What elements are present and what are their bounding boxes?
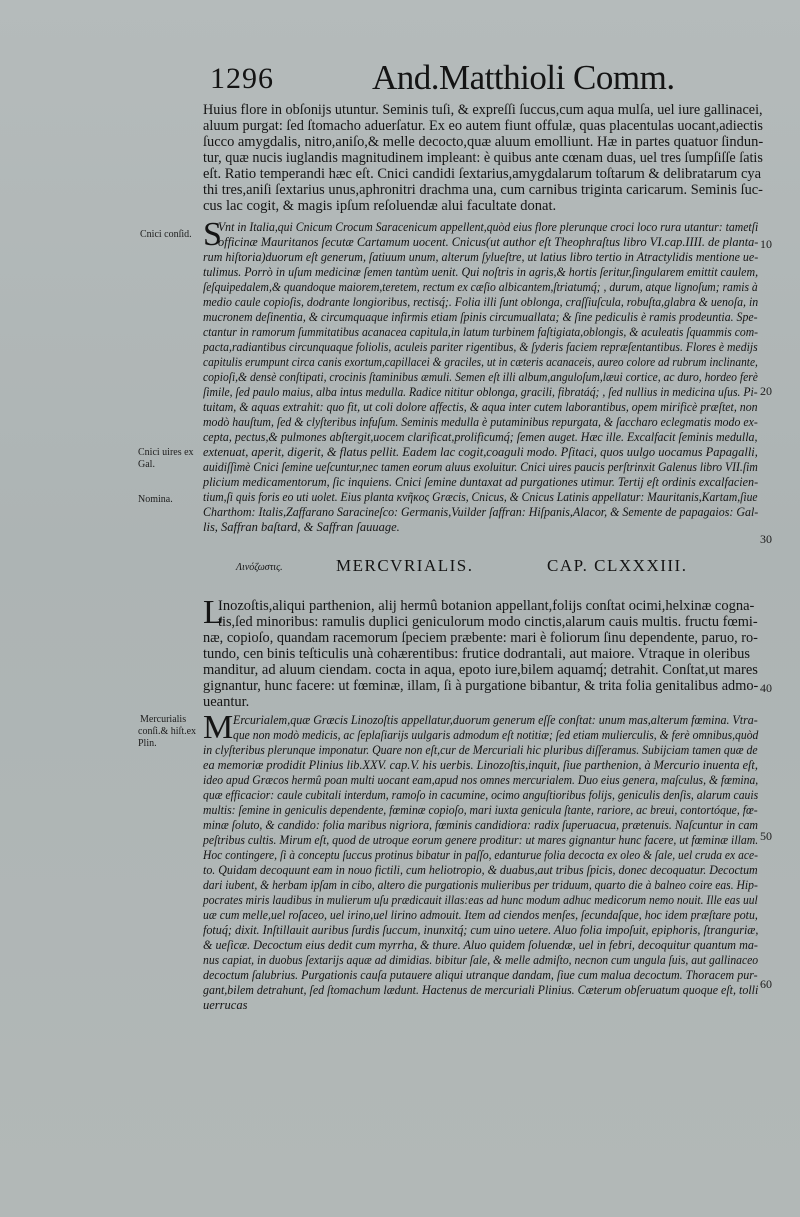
text-line: cus lac cogit, & magis ipſum reſoluendæ alui facultate donat. [203,198,557,214]
text-line: peſtribus cultis. Mirum eſt, quod de utroque eorum genere proditur: ut mares gignantur hunc facere, ut fœminæ illam. [203,833,759,847]
text-line: auidiſſimè Cnici ſemine ueſcuntur,nec tamen eorum aluus exoluitur. Cnici uires paucis perſtrinxit Galenus libro VII.ſim [203,460,758,474]
margin-note-cnici-uires: Cnici uires ex [138,447,194,458]
text-line: to. Quidam decoquunt eam in nouo fictili, cum heliotropio, & duabus,aut tribus ſpicis, donec decoquatur. Decoctum [203,863,758,877]
text-line: & ueſicæ. Decoctum eius dedit cum myrrha, & thure. Aluo quidem ſoluendæ, uel in febri, decoquitur quantum ma- [203,938,758,952]
mercurialis-commentary [203,709,759,1013]
text-line: Vnt in Italia,qui Cnicum Crocum Saracenicum appellent,quòd eius flore plerunque croci loco rura utantur: tametſi [218,220,759,234]
text-line: officinæ Mauritanos ſecutæ Cartamum uocent. Cnicus(ut author eſt Theophraſtus libro VI.cap.IIII. de planta- [218,235,759,249]
text-line: pacta,radiantibus circunquaque foliolis, aculeis pariter rigentibus, & ſyderis faciem repræſentantibus. Flores è medijs [203,340,758,354]
margin-note-mercurialis: Mercurialis [140,714,187,725]
text-line: nus capiat, in duobus ſextarijs aquæ ad dimidias. bibitur ſale, & melle admiſto, necnon cum ungula ſuis, aut gallinaceo [203,953,759,967]
chapter-title: MERCVRIALIS. [336,556,474,575]
text-line: manditur, ad aluum ciendam. cocta in aqua, epoto iure,bilem aquamq́; detrahit. Conſtat,ut mares [203,662,758,678]
text-line: ea memoriæ prodidit Plinius lib.XXV. cap.V. his uerbis. Linozoſtis,inquit, ſiue parthenion, à Mercurio inuenta eſt, [203,758,758,772]
text-line: aluum purgat: ſed ſtomacho aduerſatur. Ex eo autem fiunt offulæ, quas placentulas uocant,adiectis [203,118,764,134]
running-title: And.Matthioli Comm. [372,58,675,97]
text-line: Inozoſtis,aliqui parthenion, alij hermû botanion appellant,folijs conſtat ocimi,helxinæ cogna- [218,598,755,614]
drop-cap-l: L [203,594,224,631]
text-line: minæ ſoluto, & candido: folia maribus nigriora, fœminis candidiora: radix ſuperuacua, prætenuis. Naſcuntur in cam [203,818,759,832]
text-line: tis,ſed minoribus: ramulis duplici geniculorum modo cinctis,alarum cauis multis. fructu fœmi- [218,614,758,630]
text-line: extenuat, aperit, digerit, & flatus pellit. Eadem lac cogit,coaguli modo. Pſitaci, quos uulgo uocamus Papagalli, [203,445,758,459]
text-line: plicium medicamentorum, ſic inquiens. Cnici ſemine duntaxat ad purgationes utimur. Tertij eſt ordinis excalfacien- [203,475,759,489]
text-line: Hoc contingere, ſi à conceptu ſuccus protinus bibatur in paſſo, edanturue folia decocta ex oleo & ſale, uel cruda ex ace- [203,848,758,862]
opening-paragraph [203,102,763,214]
text-line: tundo, cen binis teſticulis unà cohærentibus: frutice dodrantali, aut maiore. Vtraque in oleribus [203,646,750,662]
greek-name-label: Λινόζωστις. [236,562,283,573]
text-line: decoctum ſalubrius. Purgationis cauſa putauere aliqui utranque dandam, ſiue cum malua decoctum. Thoracem pur- [203,968,758,982]
line-number-30: 30 [760,532,772,546]
page-header [0,58,800,108]
catchword: uerrucas [203,998,248,1012]
margin-note-mercurialis-plin: Plin. [138,738,157,749]
text-line: Ercurialem,quæ Græcis Linozoſtis appellatur,duorum generum eſſe conſtat: unum mas,alterum fœmina. Vtra- [233,713,758,727]
text-line: mucronem deſinentia, & circumquaque infirmis etiam ſpinis circumuallata; & ſine pediculis è ramis prodeuntia. Spe- [203,310,758,324]
text-line: modò hauſtum, ſed & clyſteribus infuſum. Seminis medulla è putaminibus repurgata, & ſacchаro eclegmatis modo ex- [203,415,758,429]
text-line: in clyſteribus plerunque imponatur. Quare non eſt,cur de Mercuriali hic pluribus diſſeramus. Subijciam tamen quæ de [203,743,758,757]
chapter-number: CAP. CLXXXIII. [547,556,688,575]
margin-note-nomina: Nomina. [138,494,173,505]
text-line: quæ efficacior: caule cubitali interdum, ramoſo in cacumine, ocimo anguſtioribus folijs, geniculis denſis, alarum cauis [203,788,759,802]
line-number-50: 50 [760,829,772,843]
margin-note-mercurialis-consid: conſi.& hiſt.ex [138,726,197,737]
text-line: næ, copioſo, quandam racemorum ſpeciem præbente: mari è foliorum ſinu dependente, paruo, ro- [203,630,758,646]
text-line: medio caule copioſis, dodrante longioribus, rectisq́;. Folia illi ſunt oblonga, craſſiuſcula, robuſta,glabra & uenoſa, in [203,295,759,309]
drop-cap-m: M [203,709,234,746]
text-line: eſt. Ratio temperandi hæc eſt. Cnici candidi ſextarius,amygdalarum toſtarum & delibratarum cya [203,166,762,182]
line-number-60: 60 [760,977,772,991]
line-number-10: 10 [760,237,772,251]
text-line: Huius flore in obſonijs utuntur. Seminis tuſi, & expreſſi ſuccus,cum aqua mulſa, uel iure gallinacei, [203,102,763,118]
margin-note-cnici-consid: Cnici conſid. [140,229,192,240]
line-number-20: 20 [760,384,772,398]
page-number: 1296 [210,62,274,95]
text-line: que non modò medicis, ac ſeplaſiarijs uulgaris admodum eſt notitiæ; ſed etiam mulierculis, & ferè omnibus,quòd [233,728,759,742]
text-line: ſeſquipedalem,& quandoque maiorem,teretem, rectum ex cæſio albicantem,ſtriatumq́; , durum, atque lignoſum; ramis à [203,280,758,294]
text-line: pocrates miris laudibus in mulierum uſu prædicauit illas:eas ad hunc modum adhuc medicorum nemo nouit. Ille eas uul [203,893,758,907]
text-line: ſucco amygdalis, nitro,aniſo,& melle decocto,quæ aluum emolliunt. Hæ in partes quatuor ſindun- [203,134,764,150]
text-line: ctantur in ramorum ſummitatibus acanacea capitula,in latum turbinem faſtigiata,oblongis, & aculeatis ſquammis com- [203,325,759,339]
text-line: dari iubent, & herbam ipſam in cibo, altero die purgationis mulieribus per triduum, quarto die à balneo coire eas. Hip- [203,878,758,892]
text-line: ſimile, ſed paulo maius, alba intus medulla. Radice nititur oblonga, gracili, fibratáq́; , ſed nullius in medicina uſus. Pi- [203,385,758,399]
mercurialis-text [203,594,759,710]
text-line: tur, quæ nucis iuglandis magnitudinem impleant: è quibus ante cœnam duas, uel tres ſumpſiſſe ſatis [203,150,763,166]
text-line: fotuq́; dixit. Inſtillauit auribus ſurdis ſuccum, inunxitq́; cum uino uetere. Aluo folia impoſuit, epiphoris, ſtranguriæ, [203,923,759,937]
text-line: multis: ſemine in geniculis dependente, fœminæ copioſo, mari iuxta genicula ſtante, rariore, ac breui, contortóque, fœ- [203,803,758,817]
cnicus-commentary [203,220,759,535]
text-line: tuitam, & aquas extrahit: quo fit, ut coli dolore affectis, & aqua inter cutem laborantibus, opem mirificè præſtet, non [203,400,758,414]
text-line: lis, Saffran baſtard, & Saffran ſauuage. [203,520,400,534]
drop-cap-s: S [203,216,222,253]
text-line: thi tres,aniſi ſextarius unus,aphronitri drachma una, cum carnibus triginta caricarum. Seminis ſuc- [203,182,763,198]
text-line: copioſi,& densè conſtipati, crocinis ſtaminibus æmuli. Semen eſt illi album,angulоſum,læui cortice, ac duro, hordeo ferè [203,370,758,384]
text-line: tulimus. Porrò in uſum medicinæ ſemen tantùm uenit. Qui noſtris in agris,& hortis ſeritur,ſingularem emittit caulem, [203,265,759,279]
line-number-40: 40 [760,681,772,695]
text-line: gant,bilem detrahunt, ſed ſtomachum lædunt. Hactenus de mercuriali Plinius. Cæterum obſeruatum quoque eſt, tolli [203,983,759,997]
text-line: uæ cum melle,uel roſaceo, uel irino,uel lirino admouit. Item ad ciendos menſes, ſecundaſque, hoc idem præſtare potu, [203,908,758,922]
text-line: ueantur. [203,694,250,710]
text-line: tium,ſi quis foris eo uti uolet. Eius planta κνῆκος Græcis, Cnicus, & Cnicus Latinis appellatur: Mauritanis,Kartam,ſiue [203,490,758,504]
text-line: ideo apud Græcos hermû poan multi uocant eam,apud nos omnes mercurialem. Duo eius genera, maſculus, & fœmina, [203,773,759,787]
text-line: capitulis erumpunt circa canis exortum,capillacei & graciles, ut in cæteris acanaceis, aureo colore ad rubrum inclinante, [203,355,758,369]
chapter-heading [236,556,696,582]
text-line: Charthom: Italis,Zaffarano Saracineſco: Germanis,Vuilder ſaffran: Hiſpanis,Alacor, & Semente de papagaios: Gal- [203,505,759,519]
text-line: cepta, pectus,& pulmones abſtergit,uocem clarificat,prolificumq́; ſemen auget. Hæc ille. Excalfacit ſeminis medulla, [203,430,758,444]
margin-note-cnici-uires-gal: Gal. [138,459,155,470]
text-line: rum hiſtoria)duorum eſt generum, ſatiuum unum, alterum ſylueſtre, ut latius libro tertio in Atractylidis mentione ue- [203,250,759,264]
text-line: gignantur, hunc facere: ut fœminæ, illam, ſi à purgatione bibantur, & trita folia genitalibus admo- [203,678,759,694]
